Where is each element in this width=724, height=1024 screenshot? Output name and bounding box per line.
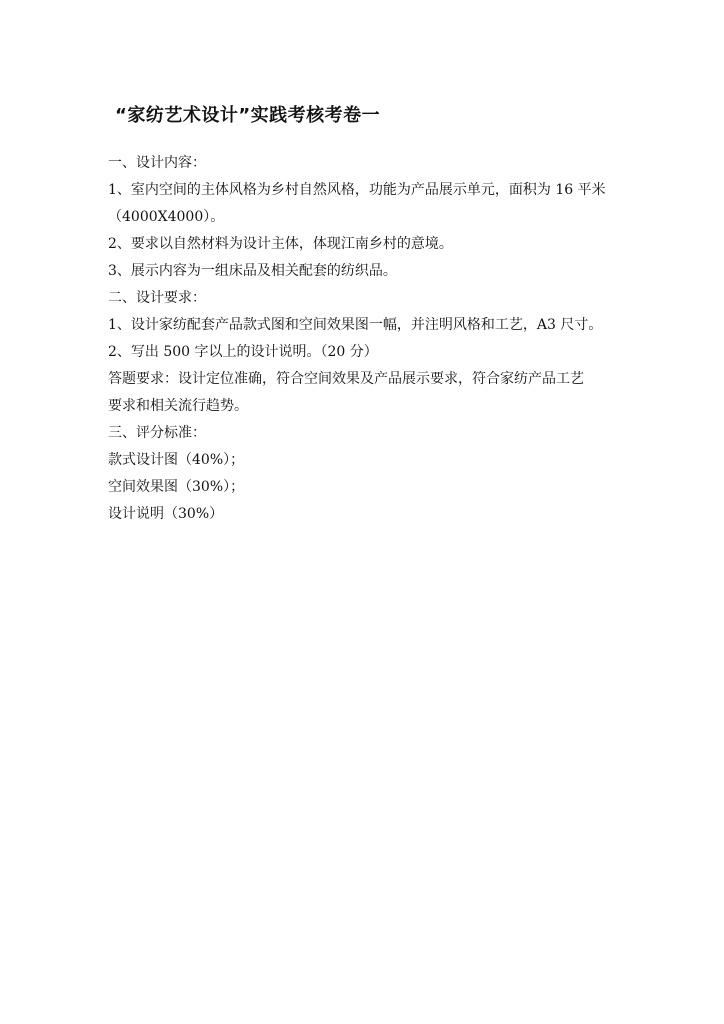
scoring-item-space-effect: 空间效果图（30%）；: [108, 479, 245, 495]
requirement-item-2: 2、写出 500 字以上的设计说明。（20 分）: [108, 344, 378, 360]
section-heading-content: 一、设计内容：: [108, 155, 206, 171]
content-item-3: 3、展示内容为一组床品及相关配套的纺织品。: [108, 263, 397, 279]
scoring-item-style-drawing: 款式设计图（40%）；: [108, 452, 245, 468]
section-heading-scoring: 三、评分标准：: [108, 425, 206, 441]
content-item-1: 1、室内空间的主体风格为乡村自然风格，功能为产品展示单元，面积为 16 平米: [108, 182, 606, 198]
section-heading-requirements: 二、设计要求：: [108, 290, 206, 306]
answer-requirements: 答题要求：设计定位准确，符合空间效果及产品展示要求，符合家纺产品工艺: [108, 371, 584, 387]
content-item-1-continued: （4000X4000）。: [108, 209, 225, 225]
scoring-item-design-description: 设计说明（30%）: [108, 506, 224, 522]
answer-requirements-continued: 要求和相关流行趋势。: [108, 398, 248, 414]
document-body: [108, 150, 618, 528]
document-title: “家纺艺术设计”实践考核考卷一: [115, 105, 381, 126]
requirement-item-1: 1、设计家纺配套产品款式图和空间效果图一幅，并注明风格和工艺，A3 尺寸。: [108, 317, 603, 333]
content-item-2: 2、要求以自然材料为设计主体，体现江南乡村的意境。: [108, 236, 453, 252]
